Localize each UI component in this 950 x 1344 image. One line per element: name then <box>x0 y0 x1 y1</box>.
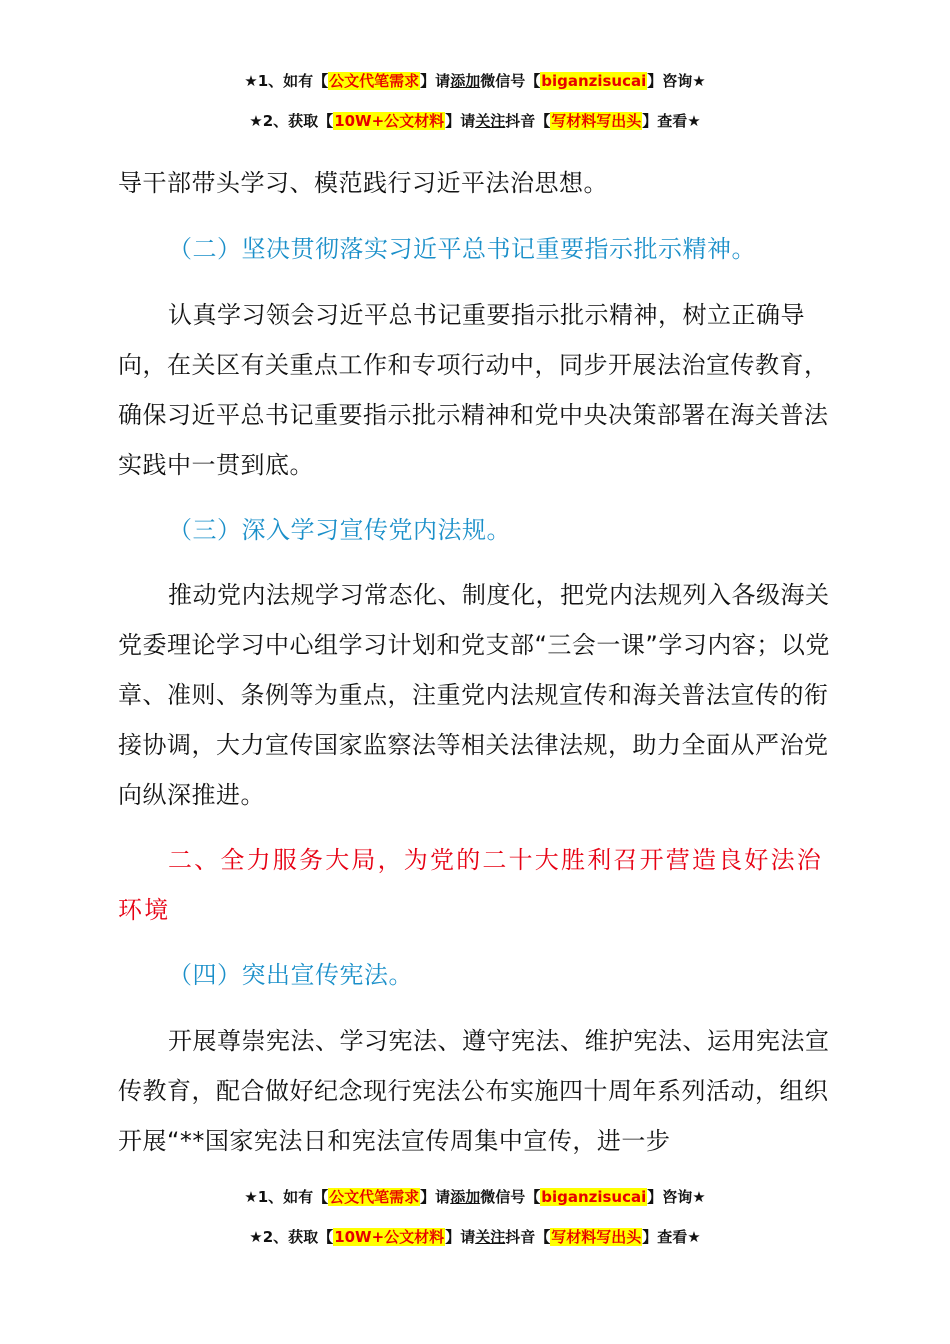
subheading-text: （三）深入学习宣传党内法规。 <box>168 516 511 544</box>
banner-text: 抖音【 <box>505 1228 551 1246</box>
subheading-4 <box>118 950 838 1000</box>
banner-emphasis: 添加 <box>450 72 481 90</box>
paragraph-3 <box>118 570 838 820</box>
paragraph-text: 开展尊崇宪法、学习宪法、遵守宪法、维护宪法、运用宪法宣传教育，配合做好纪念现行宪法公布实施四十周年系列活动，组织开展“**国家宪法日和宪法宣传周集中宣传，进一步 <box>118 1027 830 1155</box>
banner-text: 】请 <box>420 1188 451 1206</box>
top-banner-line-2 <box>0 110 950 132</box>
banner-suffix: 】查看★ <box>642 112 701 130</box>
banner-highlight: 公文代笔需求 <box>329 1188 420 1206</box>
banner-text: 】请 <box>420 72 451 90</box>
section-heading-2 <box>118 835 838 935</box>
banner-wechat-id: biganzisucai <box>541 72 647 90</box>
banner-emphasis: 添加 <box>450 1188 481 1206</box>
banner-highlight: 10W+公文材料 <box>334 1228 445 1246</box>
banner-suffix: 】咨询★ <box>647 72 706 90</box>
banner-wechat-id: biganzisucai <box>541 1188 647 1206</box>
paragraph-text: 导干部带头学习、模范践行习近平法治思想。 <box>118 169 608 197</box>
paragraph-text: 推动党内法规学习常态化、制度化，把党内法规列入各级海关党委理论学习中心组学习计划和党支部“三会一课”学习内容；以党章、准则、条例等为重点，注重党内法规宣传和海关普法宣传的衔接协调，大力宣传国家监察法等相关法律法规，助力全面从严治党向纵深推进。 <box>118 581 830 809</box>
section-heading-text: 二、全力服务大局，为党的二十大胜利召开营造良好法治环境 <box>118 846 823 924</box>
banner-prefix: ★2、获取【 <box>249 1228 334 1246</box>
banner-emphasis: 关注 <box>475 112 506 130</box>
banner-highlight: 公文代笔需求 <box>329 72 420 90</box>
banner-prefix: ★2、获取【 <box>249 112 334 130</box>
banner-suffix: 】咨询★ <box>647 1188 706 1206</box>
top-banner-line-1 <box>0 70 950 92</box>
paragraph-text: 认真学习领会习近平总书记重要指示批示精神，树立正确导向，在关区有关重点工作和专项行动中，同步开展法治宣传教育，确保习近平总书记重要指示批示精神和党中央决策部署在海关普法实践中一贯到底。 <box>118 301 829 479</box>
banner-highlight: 10W+公文材料 <box>334 112 445 130</box>
banner-text: 微信号【 <box>480 72 541 90</box>
paragraph-2 <box>118 290 838 490</box>
banner-text: 】请 <box>445 112 476 130</box>
banner-prefix: ★1、如有【 <box>244 1188 329 1206</box>
subheading-text: （四）突出宣传宪法。 <box>168 961 413 989</box>
paragraph-continuation <box>118 158 838 208</box>
banner-text: 微信号【 <box>480 1188 541 1206</box>
subheading-text: （二）坚决贯彻落实习近平总书记重要指示批示精神。 <box>168 235 756 263</box>
subheading-2 <box>118 224 838 274</box>
bottom-banner-line-1 <box>0 1186 950 1208</box>
paragraph-4 <box>118 1016 838 1166</box>
banner-suffix: 】查看★ <box>642 1228 701 1246</box>
banner-prefix: ★1、如有【 <box>244 72 329 90</box>
bottom-banner-line-2 <box>0 1226 950 1248</box>
banner-douyin-id: 写材料写出头 <box>551 112 642 130</box>
banner-text: 抖音【 <box>505 112 551 130</box>
subheading-3 <box>118 505 838 555</box>
banner-emphasis: 关注 <box>475 1228 506 1246</box>
banner-douyin-id: 写材料写出头 <box>551 1228 642 1246</box>
banner-text: 】请 <box>445 1228 476 1246</box>
